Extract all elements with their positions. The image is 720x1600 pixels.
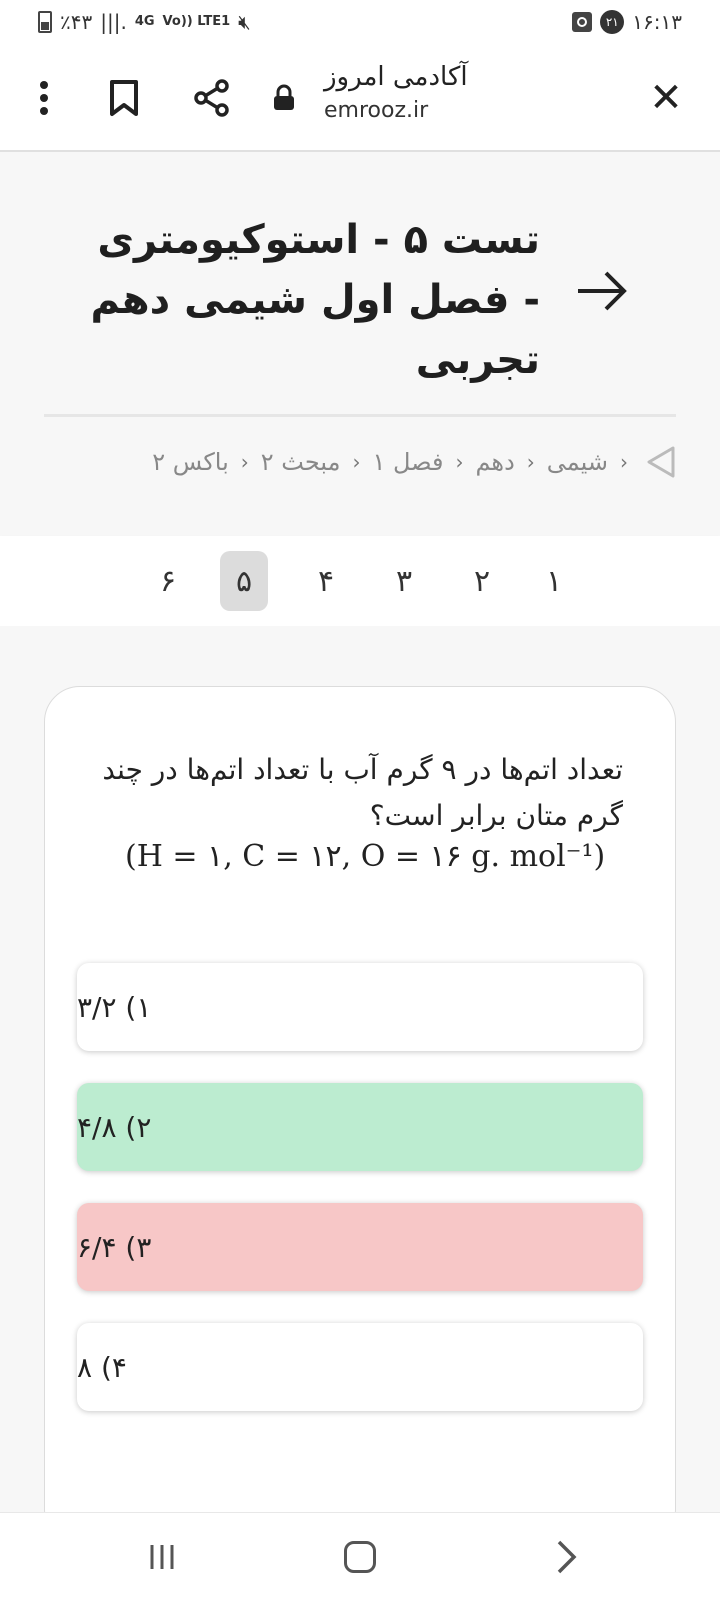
option-label: ۳) ۶/۴: [77, 1230, 152, 1264]
answer-option-4[interactable]: [77, 1323, 643, 1411]
chevron-icon: ‹: [620, 450, 628, 474]
close-icon[interactable]: ✕: [649, 75, 683, 121]
question-text: تعداد اتم‌ها در ۹ گرم آب با تعداد اتم‌ها در چند گرم متان برابر است؟: [102, 753, 623, 832]
breadcrumb: [36, 440, 676, 484]
clock: ۱۶:۱۳: [632, 10, 682, 34]
question-formula: (H = ۱, C = ۱۲, O = ۱۶ g. mol⁻¹): [125, 839, 606, 874]
divider: [44, 414, 676, 417]
pager-item-1[interactable]: ۱: [545, 563, 563, 599]
share-icon[interactable]: [188, 74, 236, 122]
back-icon[interactable]: [538, 1529, 594, 1585]
pager-item-4[interactable]: ۴: [317, 563, 335, 599]
site-info[interactable]: [324, 62, 564, 123]
more-vert-icon[interactable]: [20, 74, 68, 122]
page-title: تست ۵ - استوکیومتری - فصل اول شیمی دهم تجربی: [90, 217, 540, 383]
chevron-icon: ‹: [455, 450, 464, 474]
status-right: [572, 10, 682, 34]
home-icon[interactable]: [332, 1529, 388, 1585]
play-outline-icon: [644, 444, 676, 480]
page-header: [0, 152, 720, 536]
arrow-right-icon[interactable]: [576, 264, 628, 324]
status-bar: [0, 0, 720, 44]
volte-indicator: Vo)) LTE1: [162, 14, 231, 29]
signal-icon: |||.: [100, 10, 127, 34]
battery-percent: ٪۴۳: [60, 10, 93, 34]
answer-option-1[interactable]: [77, 963, 643, 1051]
pager-item-2[interactable]: ۲: [473, 563, 491, 599]
option-label: ۴) ۸: [77, 1350, 127, 1384]
answer-option-2[interactable]: [77, 1083, 643, 1171]
chevron-icon: ‹: [240, 450, 249, 474]
chevron-icon: ‹: [526, 450, 535, 474]
site-url: emrooz.ir: [324, 98, 429, 123]
breadcrumb-item[interactable]: دهم: [475, 448, 515, 476]
pager-item-6[interactable]: ۶: [159, 563, 177, 599]
pager-item-3[interactable]: ۳: [395, 563, 413, 599]
battery-icon: [38, 11, 52, 33]
question-pager: [0, 536, 720, 626]
browser-toolbar: [0, 44, 720, 152]
question-card: [44, 686, 676, 1546]
pager-item-5[interactable]: ۵: [220, 551, 268, 611]
breadcrumb-item[interactable]: فصل ۱: [372, 448, 444, 476]
breadcrumb-item[interactable]: شیمی: [546, 448, 608, 476]
option-label: ۲) ۴/۸: [77, 1110, 152, 1144]
mute-icon: 🔇︎: [238, 10, 251, 34]
breadcrumb-item[interactable]: باکس ۲: [152, 448, 229, 476]
option-label: ۱) ۳/۲: [77, 990, 152, 1024]
breadcrumb-item[interactable]: مبحث ۲: [260, 448, 341, 476]
chevron-icon: ‹: [352, 450, 361, 474]
answer-option-3[interactable]: [77, 1203, 643, 1291]
recent-apps-icon[interactable]: [134, 1529, 190, 1585]
network-type: 4G: [134, 14, 155, 29]
app-notification-icon: [572, 12, 592, 32]
site-title: آکادمی امروز: [324, 62, 468, 92]
system-navigation-bar: [0, 1512, 720, 1600]
bookmark-icon[interactable]: [100, 74, 148, 122]
status-left: [38, 10, 251, 34]
notification-count-badge: ۲۱: [600, 10, 624, 34]
lock-icon[interactable]: [260, 74, 308, 122]
